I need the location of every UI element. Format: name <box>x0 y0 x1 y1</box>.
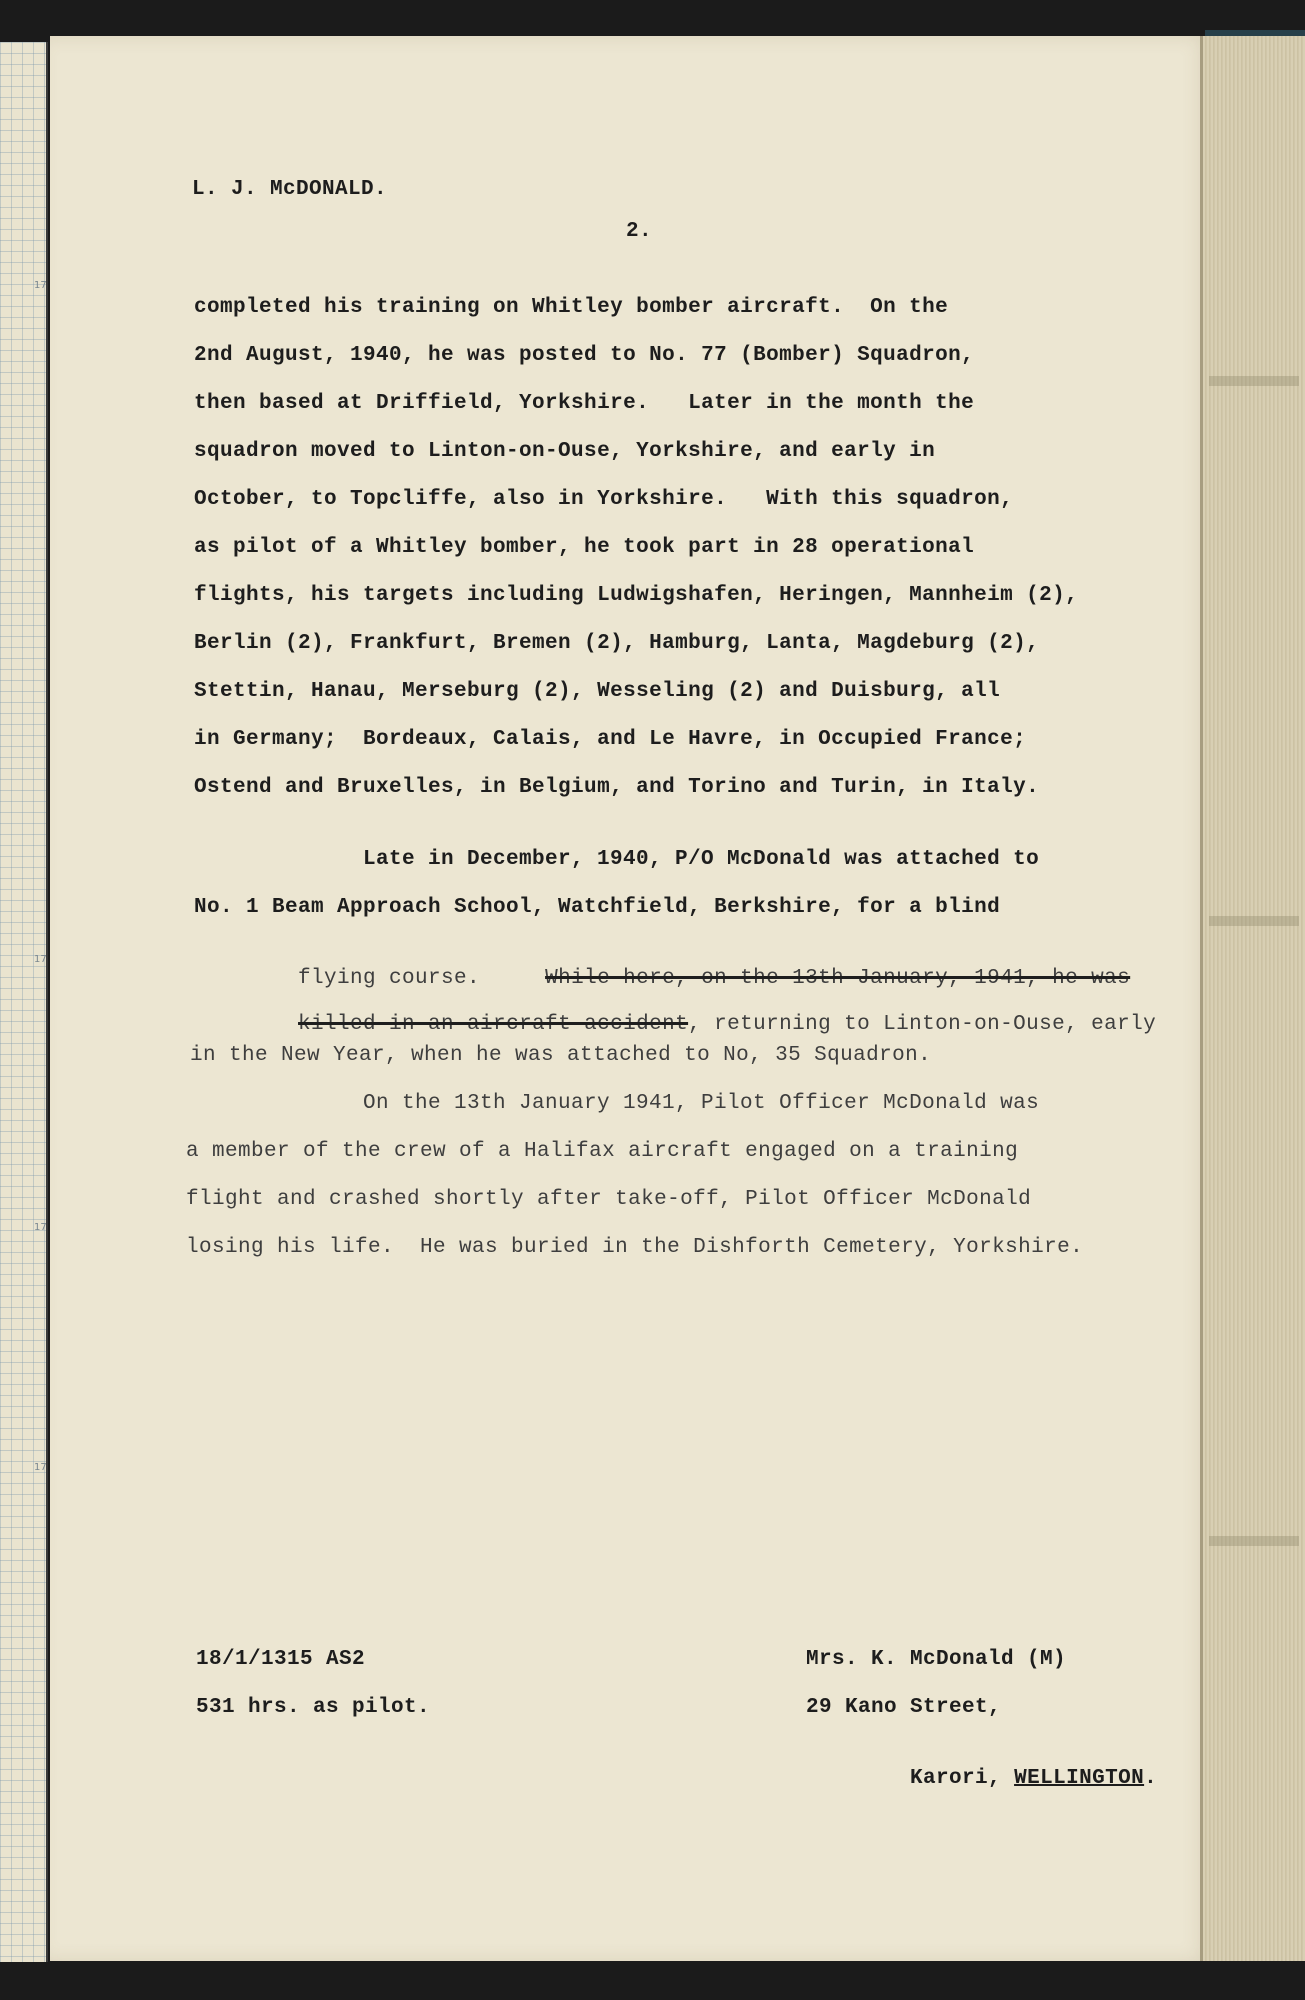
paragraph1-line: completed his training on Whitley bomber aircraft. On the <box>194 296 949 319</box>
paragraph1-line: flights, his targets including Ludwigshafen, Heringen, Mannheim (2), <box>194 584 1079 607</box>
address-city: WELLINGTON <box>1014 1767 1145 1790</box>
address-city-punct: . <box>1144 1767 1158 1790</box>
flying-hours: 531 hrs. as pilot. <box>196 1696 431 1719</box>
margin-mark: 17 <box>34 1222 47 1233</box>
address-city-line <box>806 1744 1157 1813</box>
paragraph1-line: Stettin, Hanau, Merseburg (2), Wesseling (2) and Duisburg, all <box>194 680 1001 703</box>
paragraph1-line: as pilot of a Whitley bomber, he took part in 28 operational <box>194 536 975 559</box>
struck-out-text: killed in an aircraft accident <box>298 1013 689 1036</box>
book-page-edges <box>1200 36 1305 1961</box>
paragraph1-line: Ostend and Bruxelles, in Belgium, and Torino and Turin, in Italy. <box>194 776 1040 799</box>
address-suburb: Karori, <box>910 1767 1015 1790</box>
paragraph3-line: On the 13th January 1941, Pilot Officer McDonald was <box>363 1092 1040 1115</box>
paragraph2-text: flying course. <box>298 967 481 990</box>
paragraph2-text: , returning to Linton-on-Ouse, early <box>688 1013 1157 1036</box>
next-of-kin-name: Mrs. K. McDonald (M) <box>806 1648 1067 1671</box>
paragraph2-line: Late in December, 1940, P/O McDonald was attached to <box>363 848 1040 871</box>
reference-number: 18/1/1315 AS2 <box>196 1648 366 1671</box>
paragraph3-line: flight and crashed shortly after take-off, Pilot Officer McDonald <box>186 1188 1032 1211</box>
paragraph1-line: in Germany; Bordeaux, Calais, and Le Havre, in Occupied France; <box>194 728 1027 751</box>
paragraph1-line: squadron moved to Linton-on-Ouse, Yorkshire, and early in <box>194 440 936 463</box>
paragraph1-line: 2nd August, 1940, he was posted to No. 77 (Bomber) Squadron, <box>194 344 975 367</box>
paragraph1-line: then based at Driffield, Yorkshire. Later in the month the <box>194 392 975 415</box>
struck-out-text: While here, on the 13th January, 1941, he was <box>545 967 1131 990</box>
document-page <box>50 36 1210 1961</box>
margin-mark: 17 <box>34 1462 47 1473</box>
typed-text-body <box>50 36 1210 1961</box>
page-number: 2. <box>626 220 653 243</box>
address-street: 29 Kano Street, <box>806 1696 1002 1719</box>
margin-mark: 17 <box>34 280 47 291</box>
paragraph3-line: losing his life. He was buried in the Dishforth Cemetery, Yorkshire. <box>186 1236 1084 1259</box>
paragraph2-line: No. 1 Beam Approach School, Watchfield, Berkshire, for a blind <box>194 896 1001 919</box>
person-name-heading: L. J. McDONALD. <box>192 178 388 201</box>
paragraph1-line: Berlin (2), Frankfurt, Bremen (2), Hamburg, Lanta, Magdeburg (2), <box>194 632 1040 655</box>
paragraph2-line: in the New Year, when he was attached to No, 35 Squadron. <box>190 1044 932 1067</box>
adjacent-graph-paper-page <box>0 42 48 1962</box>
paragraph3-line: a member of the crew of a Halifax aircraft engaged on a training <box>186 1140 1019 1163</box>
margin-mark: 17 <box>34 954 47 965</box>
paragraph1-line: October, to Topcliffe, also in Yorkshire. With this squadron, <box>194 488 1014 511</box>
